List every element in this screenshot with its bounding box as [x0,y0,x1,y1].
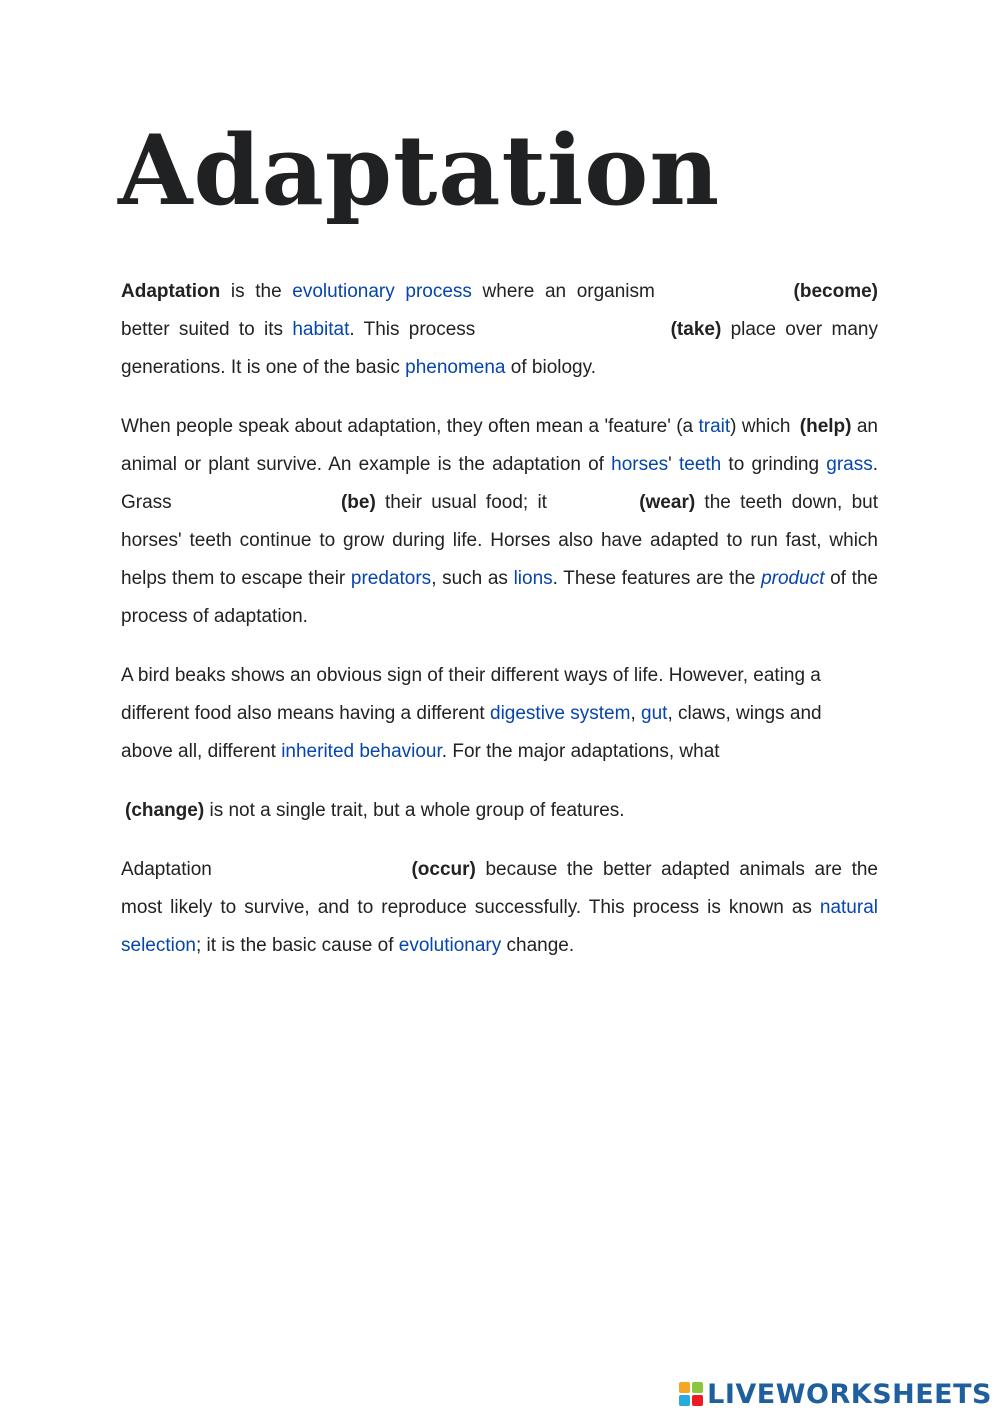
liveworksheets-logo[interactable] [679,1377,992,1411]
link-grass[interactable]: grass [826,454,873,475]
paragraph-4 [121,792,878,830]
link-gut[interactable]: gut [641,703,668,724]
text: better suited to its [121,319,293,340]
text: , such as [431,568,514,589]
link-teeth[interactable]: teeth [678,454,722,475]
text: an animal or plant survive. An example is the adaptation of [121,416,878,475]
link-digestive-system[interactable]: digestive system [490,703,631,724]
link-inherited-behaviour[interactable]: inherited behaviour [281,741,442,762]
link-lions[interactable]: lions [513,568,553,589]
text: ) which [730,416,796,437]
link-horses[interactable]: horses [611,454,669,475]
text: because the better adapted animals are the most likely to survive, and to reproduce successfully. This process is known as [121,859,878,918]
verb-hint-become: (become) [793,281,878,302]
link-product[interactable]: product [761,568,825,589]
verb-hint-help: (help) [799,416,852,437]
text: ; it is the basic cause of [196,935,399,956]
verb-hint-wear: (wear) [639,492,696,513]
paragraph-5 [121,851,878,965]
paragraph-3 [121,657,878,771]
text: the teeth down, but horses' teeth continue to grow during life. Horses also have adapted to run fast, which helps them to escape their [121,492,878,589]
text: place over many generations. It is one of the basic [121,319,878,378]
text: their usual food; it [375,492,557,513]
link-phenomena[interactable]: phenomena [405,357,506,378]
paragraph-1 [121,273,878,387]
text: . Grass [121,454,878,513]
article-body [121,273,878,986]
paragraph-2 [121,408,878,636]
text: change. [501,935,575,956]
text: A bird beaks shows an obvious sign of their different ways of life. However, eating a different food also means having a different [121,665,821,724]
link-habitat[interactable]: habitat [292,319,350,340]
text: . For the major adaptations, what [441,741,720,762]
logo-icon [679,1382,703,1406]
text: to grinding [721,454,827,475]
link-predators[interactable]: predators [350,568,432,589]
verb-hint-be: (be) [340,492,376,513]
link-evolutionary[interactable]: evolutionary [398,935,502,956]
bold-term: Adaptation [121,281,221,302]
text: , claws, wings and above all, different [121,703,822,762]
text: of the process of adaptation. [121,568,878,627]
text: is the [220,281,293,302]
text: is not a single trait, but a whole group of features. [204,800,625,821]
text: where an organism [471,281,666,302]
verb-hint-take: (take) [670,319,722,340]
text: ' [668,454,679,475]
text: , [630,703,642,724]
logo-text: LIVEWORKSHEETS [707,1378,992,1410]
verb-hint-occur: (occur) [411,859,476,880]
text: of biology. [505,357,596,378]
text: When people speak about adaptation, they often mean a 'feature' (a [121,416,699,437]
verb-hint-change: (change) [125,800,205,821]
link-evolutionary-process[interactable]: evolutionary process [292,281,472,302]
page-title: Adaptation [118,114,721,227]
text: Adaptation [121,859,222,880]
text: . This process [349,319,485,340]
link-natural-selection[interactable]: natural selection [121,897,878,956]
text: . These features are the [552,568,762,589]
link-trait[interactable]: trait [698,416,731,437]
